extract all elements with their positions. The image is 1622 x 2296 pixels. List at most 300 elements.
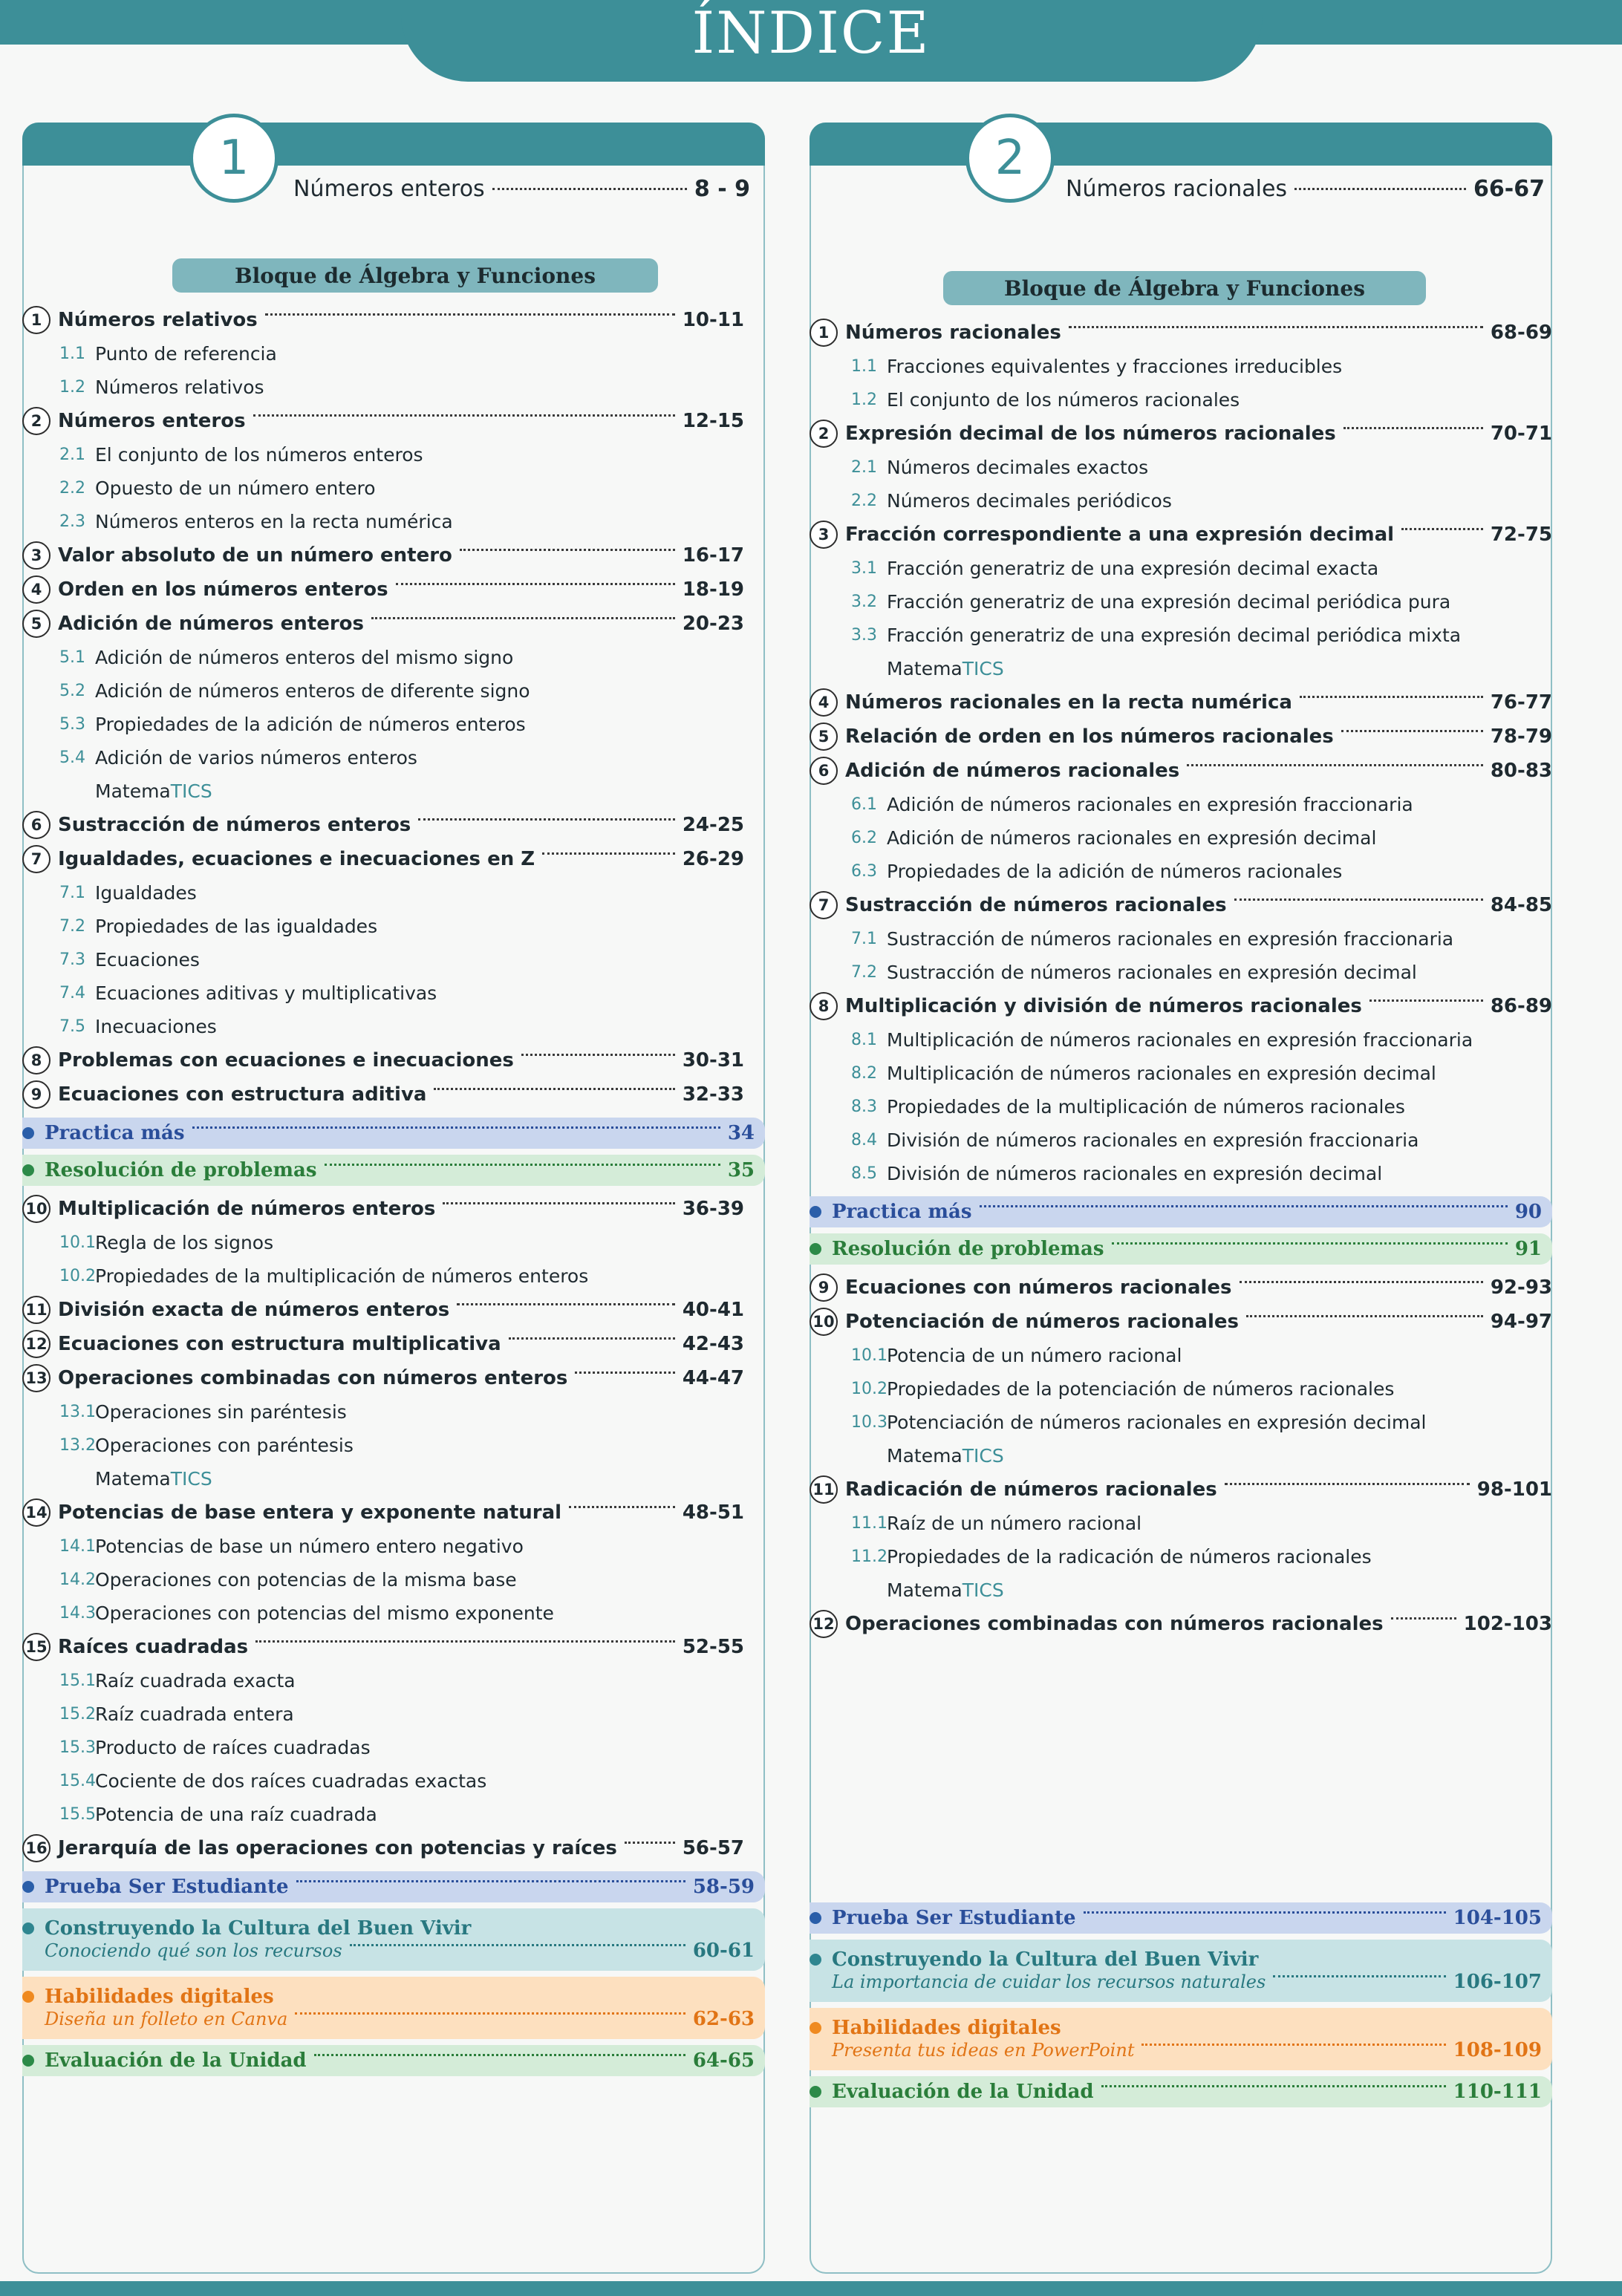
subtopic-number: 8.5 <box>851 1164 877 1183</box>
subtopic-label: Sustracción de números racionales en expresión fraccionaria <box>887 928 1454 950</box>
leader-dots <box>314 2054 685 2056</box>
topic-number-badge: 13 <box>22 1364 51 1392</box>
topic-label: Sustracción de números enteros <box>58 814 411 836</box>
matematics-link[interactable] <box>22 1462 765 1496</box>
subtopic-label: Regla de los signos <box>95 1232 274 1253</box>
topic-pages: 102-103 <box>1463 1613 1552 1635</box>
section-label: Habilidades digitales <box>45 1986 274 2008</box>
section-pages: 34 <box>727 1122 755 1144</box>
tics-suffix: TICS <box>962 1445 1004 1467</box>
section-label: Construyendo la Cultura del Buen Vivir <box>45 1917 472 1940</box>
topic-number-badge: 5 <box>810 723 838 751</box>
leader-dots <box>1300 696 1483 698</box>
topic-number-badge: 15 <box>22 1633 51 1661</box>
subtopic-number: 6.2 <box>851 829 877 847</box>
toc-subtopic[interactable] <box>22 472 765 505</box>
bullet-icon <box>22 2055 34 2067</box>
bloque-heading: Bloque de Álgebra y Funciones <box>943 271 1426 305</box>
subtopic-number: 10.2 <box>59 1267 96 1285</box>
leader-dots <box>509 1337 675 1340</box>
section-bar-row <box>22 1986 755 2008</box>
leader-dots <box>1343 427 1483 429</box>
unit-head-band <box>22 123 765 166</box>
topic-pages: 80-83 <box>1490 760 1552 782</box>
section-pages: 106-107 <box>1453 1971 1542 1993</box>
leader-dots <box>1112 1242 1508 1245</box>
leader-dots <box>542 852 675 855</box>
subtopic-number: 10.1 <box>851 1346 887 1365</box>
toc-topic[interactable] <box>810 888 1552 922</box>
topic-label: Números enteros <box>58 410 246 432</box>
section-bar[interactable] <box>22 1977 765 2039</box>
section-pages: 58-59 <box>692 1876 755 1898</box>
topic-number-badge: 14 <box>22 1498 51 1527</box>
toc-subtopic[interactable] <box>22 708 765 741</box>
toc-topic[interactable] <box>22 404 765 438</box>
toc-topic[interactable] <box>810 1472 1552 1507</box>
leader-dots <box>1234 898 1483 901</box>
subtopic-label: Números enteros en la recta numérica <box>95 511 453 532</box>
topic-pages: 10-11 <box>682 309 744 331</box>
bullet-icon <box>22 1164 34 1176</box>
section-sublabel: La importancia de cuidar los recursos naturales <box>832 1972 1266 1992</box>
topic-pages: 86-89 <box>1490 995 1552 1017</box>
matematics-link[interactable] <box>810 652 1552 685</box>
subtopic-number: 2.1 <box>59 446 85 464</box>
subtopic-number: 7.1 <box>59 884 85 902</box>
leader-dots <box>1187 764 1483 766</box>
topic-pages: 56-57 <box>682 1837 744 1859</box>
leader-dots <box>1069 326 1483 328</box>
subtopic-number: 11.1 <box>851 1514 887 1533</box>
leader-dots <box>492 188 687 190</box>
toc-topic[interactable] <box>22 1043 765 1077</box>
subtopic-number: 5.3 <box>59 715 85 734</box>
leader-dots <box>1101 2085 1446 2087</box>
subtopic-number: 5.2 <box>59 682 85 700</box>
topic-pages: 70-71 <box>1490 423 1552 445</box>
toc-topic[interactable] <box>810 754 1552 788</box>
toc-topic[interactable] <box>22 607 765 641</box>
tics-suffix: TICS <box>962 658 1004 679</box>
subtopic-number: 1.1 <box>59 345 85 363</box>
toc-subtopic[interactable] <box>810 855 1552 888</box>
bullet-icon <box>22 1922 34 1934</box>
bullet-icon <box>810 1912 821 1924</box>
subtopic-number: 7.4 <box>59 984 85 1002</box>
subtopic-label: Operaciones sin paréntesis <box>95 1401 347 1423</box>
toc-subtopic[interactable] <box>22 910 765 943</box>
toc-subtopic[interactable] <box>22 438 765 472</box>
topic-pages: 16-17 <box>682 544 744 567</box>
subtopic-label: Adición de números enteros del mismo signo <box>95 647 514 668</box>
subtopic-number: 3.3 <box>851 626 877 645</box>
toc-subtopic[interactable] <box>22 1395 765 1429</box>
topic-pages: 30-31 <box>682 1049 744 1072</box>
toc-topic[interactable] <box>22 1077 765 1112</box>
matematics-link[interactable] <box>22 774 765 808</box>
subtopic-label: Propiedades de la adición de números enteros <box>95 714 526 735</box>
subtopic-label: Adición de números racionales en expresión decimal <box>887 827 1377 849</box>
toc-topic[interactable] <box>810 417 1552 451</box>
topic-label: Multiplicación de números enteros <box>58 1198 436 1220</box>
topic-number-badge: 1 <box>22 306 51 334</box>
topic-pages: 40-41 <box>682 1299 744 1321</box>
matematics-link[interactable] <box>810 1573 1552 1607</box>
topic-number-badge: 6 <box>22 811 51 839</box>
toc-subtopic[interactable] <box>810 1372 1552 1406</box>
subtopic-label: Potencias de base un número entero negativo <box>95 1536 524 1557</box>
toc-subtopic[interactable] <box>22 505 765 538</box>
section-pages: 90 <box>1514 1201 1542 1223</box>
tics-prefix: Matema <box>887 1579 963 1601</box>
toc-topic[interactable] <box>22 1831 765 1865</box>
subtopic-number: 3.2 <box>851 593 877 611</box>
toc-subtopic[interactable] <box>22 641 765 674</box>
bullet-icon <box>22 1991 34 2003</box>
toc-subtopic[interactable] <box>810 451 1552 484</box>
subtopic-number: 6.1 <box>851 795 877 814</box>
tics-prefix: Matema <box>887 1445 963 1467</box>
unit-title-row[interactable] <box>1066 176 1545 202</box>
subtopic-number: 11.2 <box>851 1547 887 1566</box>
section-bar[interactable] <box>22 1908 765 1971</box>
section-bar[interactable] <box>810 1233 1552 1265</box>
section-sublabel: Conociendo qué son los recursos <box>45 1940 342 1961</box>
bullet-icon <box>810 2086 821 2098</box>
leader-dots <box>521 1054 675 1056</box>
topic-number-badge: 4 <box>810 688 838 717</box>
topic-pages: 18-19 <box>682 578 744 601</box>
topic-label: División exacta de números enteros <box>58 1299 450 1321</box>
tics-prefix: Matema <box>95 780 171 802</box>
toc-subtopic[interactable] <box>810 1057 1552 1090</box>
leader-dots <box>325 1164 720 1166</box>
tics-suffix: TICS <box>962 1579 1004 1601</box>
toc-topic[interactable] <box>22 538 765 573</box>
topic-label: Orden en los números enteros <box>58 578 388 601</box>
toc-subtopic[interactable] <box>810 619 1552 652</box>
topic-number-badge: 7 <box>810 891 838 919</box>
topic-number-badge: 8 <box>22 1046 51 1074</box>
toc-subtopic[interactable] <box>810 1123 1552 1157</box>
bullet-icon <box>22 1127 34 1139</box>
section-pages: 60-61 <box>692 1940 755 1962</box>
subtopic-label: División de números racionales en expresión decimal <box>887 1163 1383 1184</box>
unit-pages: 8 - 9 <box>694 176 750 202</box>
toc-subtopic[interactable] <box>22 1563 765 1597</box>
section-pages: 62-63 <box>692 2008 755 2030</box>
leader-dots <box>1240 1281 1483 1283</box>
subtopic-label: Raíz cuadrada exacta <box>95 1670 296 1692</box>
section-label: Evaluación de la Unidad <box>832 2081 1094 2103</box>
subtopic-label: Ecuaciones aditivas y multiplicativas <box>95 982 437 1004</box>
toc-subtopic[interactable] <box>810 956 1552 989</box>
toc-topic[interactable] <box>22 1192 765 1226</box>
section-label: Habilidades digitales <box>832 2017 1061 2039</box>
leader-dots <box>1369 999 1483 1002</box>
subtopic-number: 2.3 <box>59 512 85 531</box>
bloque-heading: Bloque de Álgebra y Funciones <box>172 258 658 293</box>
toc-subtopic[interactable] <box>22 1259 765 1293</box>
toc-subtopic[interactable] <box>810 788 1552 821</box>
section-bar[interactable] <box>810 1940 1552 2002</box>
topic-pages: 52-55 <box>682 1636 744 1658</box>
subtopic-number: 7.3 <box>59 950 85 969</box>
subtopic-number: 13.2 <box>59 1436 96 1455</box>
toc-topic[interactable] <box>810 989 1552 1023</box>
subtopic-number: 6.3 <box>851 862 877 881</box>
subtopic-number: 15.1 <box>59 1672 96 1690</box>
toc-subtopic[interactable] <box>22 1664 765 1697</box>
leader-dots <box>625 1842 675 1844</box>
toc-subtopic[interactable] <box>810 1540 1552 1573</box>
topic-label: Igualdades, ecuaciones e inecuaciones en Z <box>58 848 535 870</box>
topic-number-badge: 8 <box>810 992 838 1020</box>
subtopic-label: Inecuaciones <box>95 1016 217 1037</box>
topic-label: Radicación de números racionales <box>845 1478 1217 1501</box>
subtopic-label: Fracción generatriz de una expresión decimal periódica mixta <box>887 624 1462 646</box>
section-bar[interactable] <box>22 2045 765 2076</box>
topic-number-badge: 12 <box>22 1330 51 1358</box>
subtopic-label: Propiedades de la adición de números racionales <box>887 861 1343 882</box>
topic-number-badge: 3 <box>22 541 51 570</box>
topic-label: Sustracción de números racionales <box>845 894 1227 916</box>
matematics-link[interactable] <box>810 1439 1552 1472</box>
leader-dots <box>418 818 675 821</box>
subtopic-label: Números decimales exactos <box>887 457 1149 478</box>
toc-subtopic[interactable] <box>810 1023 1552 1057</box>
leader-dots <box>575 1372 674 1374</box>
topic-pages: 24-25 <box>682 814 744 836</box>
section-bar-row <box>810 1971 1542 1993</box>
section-label: Practica más <box>45 1122 185 1144</box>
subtopic-label: Potencia de una raíz cuadrada <box>95 1804 377 1825</box>
toc-entries <box>22 303 765 2082</box>
toc-topic[interactable] <box>22 573 765 607</box>
subtopic-label: Propiedades de la potenciación de números racionales <box>887 1378 1395 1400</box>
toc-subtopic[interactable] <box>810 585 1552 619</box>
unit-number-badge: 1 <box>189 114 279 203</box>
section-pages: 35 <box>727 1159 755 1181</box>
subtopic-label: Raíz de un número racional <box>887 1513 1142 1534</box>
topic-pages: 98-101 <box>1476 1478 1552 1501</box>
topic-pages: 72-75 <box>1490 524 1552 546</box>
toc-subtopic[interactable] <box>810 484 1552 518</box>
subtopic-number: 14.1 <box>59 1537 96 1556</box>
topic-pages: 94-97 <box>1490 1311 1552 1333</box>
toc-topic[interactable] <box>810 1607 1552 1641</box>
tics-prefix: Matema <box>95 1468 171 1490</box>
subtopic-number: 7.2 <box>851 963 877 982</box>
toc-subtopic[interactable] <box>22 741 765 774</box>
toc-topic[interactable] <box>810 518 1552 552</box>
leader-dots <box>1391 1617 1456 1620</box>
topic-pages: 84-85 <box>1490 894 1552 916</box>
section-label: Practica más <box>832 1201 972 1223</box>
toc-subtopic[interactable] <box>22 1731 765 1764</box>
toc-topic[interactable] <box>22 1630 765 1664</box>
subtopic-label: Multiplicación de números racionales en expresión fraccionaria <box>887 1029 1473 1051</box>
subtopic-number: 14.3 <box>59 1604 96 1622</box>
subtopic-label: Punto de referencia <box>95 343 277 365</box>
leader-dots <box>1401 528 1483 530</box>
subtopic-label: División de números racionales en expresión fraccionaria <box>887 1129 1419 1151</box>
section-bar-row <box>22 1940 755 1962</box>
subtopic-label: Operaciones con potencias del mismo exponente <box>95 1602 554 1624</box>
topic-label: Expresión decimal de los números racionales <box>845 423 1336 445</box>
section-pages: 91 <box>1514 1238 1542 1260</box>
section-pages: 110-111 <box>1453 2081 1542 2103</box>
toc-subtopic[interactable] <box>810 922 1552 956</box>
topic-pages: 78-79 <box>1490 725 1552 748</box>
toc-topic[interactable] <box>22 842 765 876</box>
toc-topic[interactable] <box>22 303 765 337</box>
toc-topic[interactable] <box>22 1327 765 1361</box>
bullet-icon <box>810 2022 821 2034</box>
bullet-icon <box>810 1954 821 1966</box>
subtopic-label: Fracciones equivalentes y fracciones irreducibles <box>887 356 1343 377</box>
toc-subtopic[interactable] <box>22 1764 765 1798</box>
subtopic-number: 14.2 <box>59 1571 96 1589</box>
section-bar-row <box>22 2008 755 2030</box>
tics-prefix: Matema <box>887 658 963 679</box>
topic-label: Potencias de base entera y exponente natural <box>58 1501 562 1524</box>
leader-dots <box>434 1088 674 1090</box>
leader-dots <box>253 414 675 417</box>
subtopic-number: 8.1 <box>851 1031 877 1049</box>
topic-label: Ecuaciones con estructura multiplicativa <box>58 1333 501 1355</box>
topic-label: Ecuaciones con números racionales <box>845 1276 1232 1299</box>
section-label: Resolución de problemas <box>45 1159 317 1181</box>
topic-number-badge: 9 <box>22 1080 51 1109</box>
topic-pages: 20-23 <box>682 613 744 635</box>
toc-subtopic[interactable] <box>22 1429 765 1462</box>
section-bar[interactable] <box>22 1118 765 1149</box>
topic-number-badge: 5 <box>22 610 51 638</box>
topic-number-badge: 7 <box>22 845 51 873</box>
section-bar[interactable] <box>22 1155 765 1186</box>
toc-subtopic[interactable] <box>810 1507 1552 1540</box>
toc-subtopic[interactable] <box>22 674 765 708</box>
subtopic-number: 10.1 <box>59 1233 96 1252</box>
leader-dots <box>1084 1911 1446 1914</box>
topic-pages: 48-51 <box>682 1501 744 1524</box>
leader-dots <box>350 1944 685 1946</box>
subtopic-label: Adición de números racionales en expresión fraccionaria <box>887 794 1413 815</box>
topic-pages: 44-47 <box>682 1367 744 1389</box>
subtopic-label: Adición de varios números enteros <box>95 747 417 769</box>
section-bar[interactable] <box>22 1871 765 1902</box>
toc-subtopic[interactable] <box>22 1530 765 1563</box>
bullet-icon <box>22 1881 34 1893</box>
unit-1-column <box>22 123 765 2274</box>
subtopic-label: Producto de raíces cuadradas <box>95 1737 371 1758</box>
toc-subtopic[interactable] <box>22 876 765 910</box>
subtopic-number: 7.5 <box>59 1017 85 1036</box>
toc-topic[interactable] <box>810 720 1552 754</box>
tics-suffix: TICS <box>170 1468 212 1490</box>
toc-subtopic[interactable] <box>810 1157 1552 1190</box>
toc-subtopic[interactable] <box>22 943 765 976</box>
section-pages: 108-109 <box>1453 2039 1542 2061</box>
toc-topic[interactable] <box>810 685 1552 720</box>
toc-subtopic[interactable] <box>810 1090 1552 1123</box>
subtopic-label: Propiedades de la multiplicación de números enteros <box>95 1265 589 1287</box>
unit-number-badge: 2 <box>965 114 1055 203</box>
section-bar[interactable] <box>810 2076 1552 2107</box>
toc-topic[interactable] <box>810 316 1552 350</box>
section-bar[interactable] <box>810 1196 1552 1227</box>
toc-subtopic[interactable] <box>22 337 765 371</box>
toc-subtopic[interactable] <box>810 552 1552 585</box>
toc-topic[interactable] <box>22 1496 765 1530</box>
leader-dots <box>1341 730 1483 732</box>
toc-subtopic[interactable] <box>22 1798 765 1831</box>
leader-dots <box>1294 188 1466 190</box>
subtopic-label: Números relativos <box>95 376 264 398</box>
toc-topic[interactable] <box>810 1271 1552 1305</box>
subtopic-number: 15.5 <box>59 1805 96 1824</box>
topic-pages: 42-43 <box>682 1333 744 1355</box>
section-bar[interactable] <box>810 1902 1552 1934</box>
subtopic-label: Fracción generatriz de una expresión decimal exacta <box>887 558 1379 579</box>
leader-dots <box>1246 1315 1483 1317</box>
topic-number-badge: 10 <box>22 1195 51 1223</box>
subtopic-label: El conjunto de los números racionales <box>887 389 1240 411</box>
section-bar-row <box>810 1948 1542 1971</box>
toc-topic[interactable] <box>22 808 765 842</box>
subtopic-number: 3.1 <box>851 559 877 578</box>
toc-subtopic[interactable] <box>810 1339 1552 1372</box>
leader-dots <box>255 1640 675 1643</box>
topic-pages: 92-93 <box>1490 1276 1552 1299</box>
subtopic-number: 5.1 <box>59 648 85 667</box>
subtopic-label: Propiedades de la multiplicación de números racionales <box>887 1096 1405 1118</box>
leader-dots <box>569 1506 675 1508</box>
toc-subtopic[interactable] <box>22 371 765 404</box>
toc-subtopic[interactable] <box>22 1226 765 1259</box>
toc-subtopic[interactable] <box>22 1697 765 1731</box>
toc-subtopic[interactable] <box>810 821 1552 855</box>
toc-subtopic[interactable] <box>22 976 765 1010</box>
leader-dots <box>443 1202 674 1204</box>
subtopic-label: Operaciones con paréntesis <box>95 1435 354 1456</box>
subtopic-label: Fracción generatriz de una expresión decimal periódica pura <box>887 591 1451 613</box>
toc-subtopic[interactable] <box>810 383 1552 417</box>
toc-topic[interactable] <box>22 1293 765 1327</box>
topic-pages: 68-69 <box>1490 322 1552 344</box>
toc-topic[interactable] <box>810 1305 1552 1339</box>
unit-title-row[interactable] <box>293 176 750 202</box>
subtopic-label: Propiedades de las igualdades <box>95 916 378 937</box>
topic-label: Multiplicación y división de números racionales <box>845 995 1362 1017</box>
subtopic-number: 2.2 <box>59 479 85 498</box>
subtopic-label: Raíz cuadrada entera <box>95 1703 294 1725</box>
topic-number-badge: 9 <box>810 1273 838 1302</box>
section-bar[interactable] <box>810 2008 1552 2070</box>
toc-subtopic[interactable] <box>810 1406 1552 1439</box>
section-bar-row <box>810 2017 1542 2039</box>
leader-dots <box>396 583 675 585</box>
toc-topic[interactable] <box>22 1361 765 1395</box>
subtopic-label: El conjunto de los números enteros <box>95 444 423 466</box>
toc-subtopic[interactable] <box>22 1597 765 1630</box>
toc-subtopic[interactable] <box>22 1010 765 1043</box>
section-sublabel: Presenta tus ideas en PowerPoint <box>832 2040 1135 2061</box>
toc-subtopic[interactable] <box>810 350 1552 383</box>
topic-label: Raíces cuadradas <box>58 1636 249 1658</box>
